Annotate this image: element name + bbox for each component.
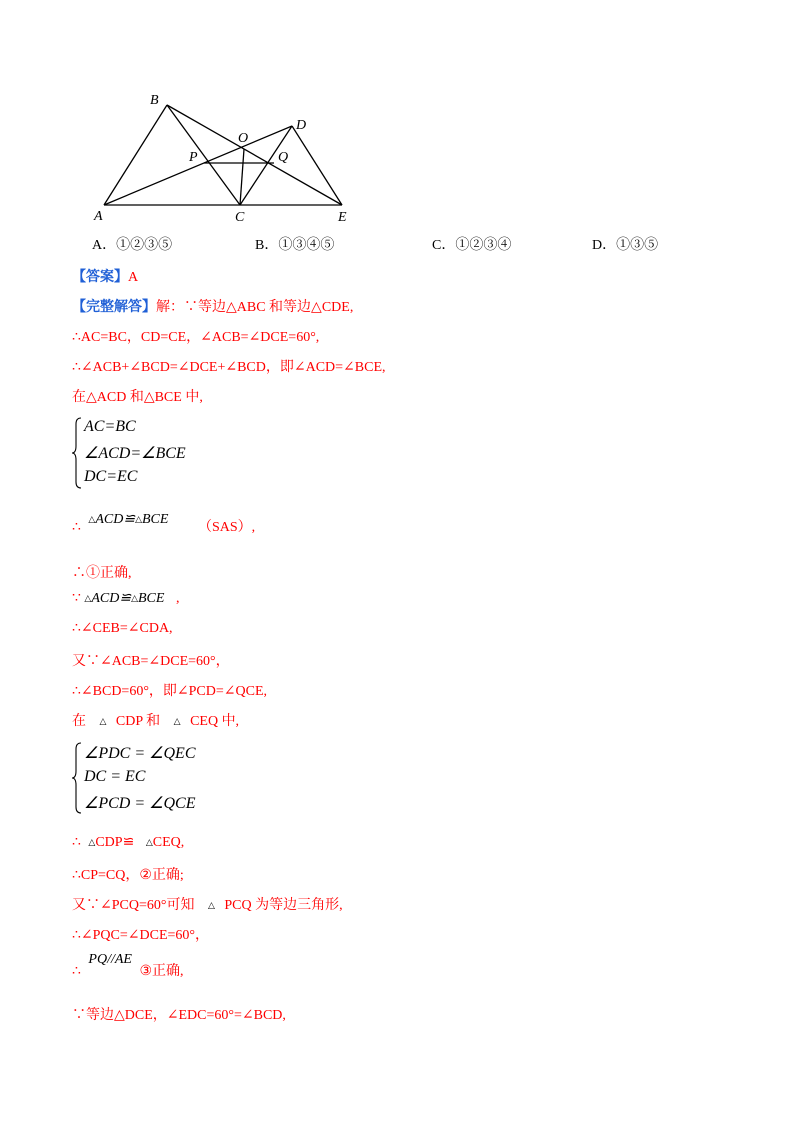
segment-ad [104,126,292,205]
segment-de [292,126,342,205]
label-c: C [235,210,245,225]
equation-system-2 [72,741,252,815]
segment-ab [104,105,167,205]
solution-line-8: ∴∠CEB=∠CDA, [72,621,173,636]
because-symbol: ∵ [72,591,81,606]
answer-choices [92,234,712,254]
system2-row-2: DC = EC [84,768,146,785]
solution-tag: 【完整解答】 [72,300,156,315]
solution-line-16: ∴ PQ//AE ③正确, [72,952,184,979]
solution-line-15: ∴∠PQC=∠DCE=60°， [72,928,209,943]
segment-co [240,149,244,205]
therefore-symbol: ∴ [72,520,81,535]
choice-a: A．①②③⑤ [92,238,173,253]
label-e: E [338,210,347,225]
triangle-icon: △ [99,716,107,726]
triangle-icon: △ [131,593,138,603]
triangle-icon: △ [88,514,96,524]
triangle-icon: △ [84,593,92,603]
label-a: A [94,209,103,224]
geometry-figure [92,90,362,225]
solution-line-4: 在△ACD 和△BCE 中, [72,390,203,405]
equation-system-1 [72,416,252,490]
solution-line-12: ∴ △CDP≌ △CEQ, [72,835,185,850]
label-q: Q [278,150,289,165]
triangle-diagram [92,90,362,225]
solution-line-14: 又∵∠PCQ=60°可知 △ PCQ 为等边三角形, [72,898,343,913]
solution-line-1 [72,296,353,316]
triangle-icon: △ [88,837,96,847]
system1-row-1: AC=BC [84,418,136,435]
congruence-expr-right: BCE [142,512,169,527]
solution-line-2: ∴AC=BC，CD=CE，∠ACB=∠DCE=60°, [72,330,320,345]
solution-line-11: 在 △ CDP 和 △ CEQ 中, [72,714,240,729]
triangle-icon: △ [173,716,181,726]
left-brace-icon [72,741,82,815]
congruence-expr-right: BCE [138,591,165,606]
label-d: D [296,118,307,133]
system2-row-1: ∠PDC = ∠QEC [84,745,196,762]
triangle-icon: △ [207,900,215,910]
solution-line-17: ∵等边△DCE，∠EDC=60°=∠BCD, [72,1008,286,1023]
choice-c: C．①②③④ [432,238,512,253]
answer-line [72,266,138,286]
sas-reason: （SAS）, [197,520,256,535]
congruence-expr-left: ACD≌ [91,591,132,606]
solution-line-5 [72,512,256,536]
triangle-icon: △ [135,514,142,524]
segment-bc [167,105,240,205]
congruence-expr-left: ACD≌ [95,512,136,527]
solution-text-1: 解：∵等边△ABC 和等边△CDE, [156,300,354,315]
system1-row-2: ∠ACD=∠BCE [84,445,186,462]
choice-d: D．①③⑤ [592,238,659,253]
label-b: B [150,93,159,108]
solution-line-9: 又∵∠ACB=∠DCE=60°， [72,654,230,669]
system2-row-3: ∠PCD = ∠QCE [84,795,196,812]
label-o: O [238,131,249,146]
answer-value: A [128,270,139,285]
triangle-icon: △ [145,837,153,847]
solution-line-7: ∵ △ACD≌△BCE , [72,591,180,606]
solution-line-13: ∴CP=CQ，②正确; [72,868,184,883]
choice-b: B．①③④⑤ [255,238,335,253]
label-p: P [189,150,198,165]
left-brace-icon [72,416,82,490]
system1-row-3: DC=EC [84,468,138,485]
solution-line-10: ∴∠BCD=60°，即∠PCD=∠QCE, [72,684,268,699]
parallel-expr: PQ//AE [88,952,132,967]
answer-tag: 【答案】 [72,270,128,285]
solution-line-3: ∴∠ACB+∠BCD=∠DCE+∠BCD，即∠ACD=∠BCE, [72,360,386,375]
solution-line-6: ∴①正确, [72,566,132,581]
